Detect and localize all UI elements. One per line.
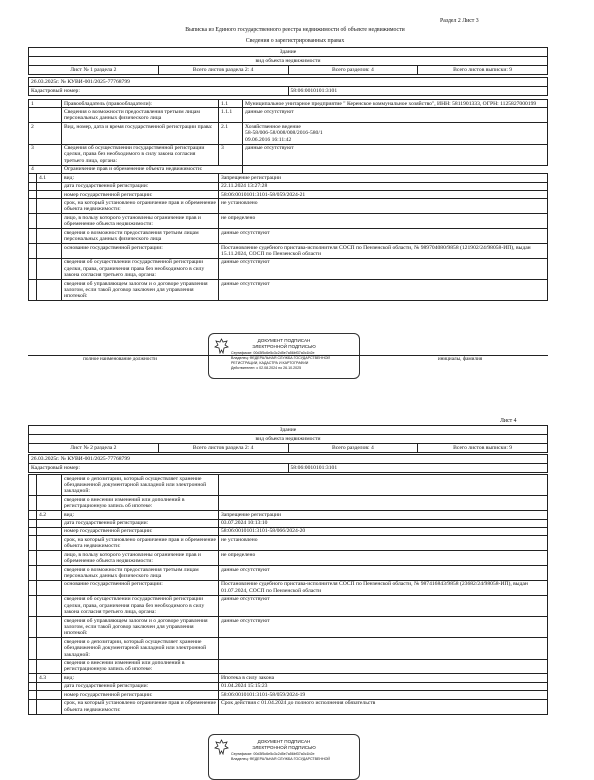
encumbrance-row	[29, 244, 548, 259]
row-subnumber: 3	[219, 144, 243, 165]
encumbrance-label: номер государственной регистрации:	[62, 191, 219, 199]
row-number	[29, 108, 62, 123]
stamp-certificate: Сертификат: 00d3f5c6e5c3c2d5e7a56bf37a0c1b2e	[231, 752, 315, 756]
spacer-cell	[29, 617, 37, 638]
encumbrance-row	[29, 595, 548, 616]
encumbrance-row	[29, 511, 548, 519]
encumbrance-row	[29, 674, 548, 682]
rights-row	[29, 144, 548, 165]
spacer-cell	[29, 580, 37, 595]
header-table	[28, 425, 548, 453]
encumbrance-row	[29, 280, 548, 301]
spacer-cell	[29, 244, 37, 259]
rights-row	[29, 100, 548, 108]
encumbrance-label: срок, на который установлено ограничение прав и обременение объекта недвижимости:	[62, 536, 219, 551]
document-title: Выписка из Единого государственного реестра недвижимости об объекте недвижимости	[185, 27, 405, 33]
encumbrance-row	[29, 691, 548, 699]
spacer-cell	[29, 638, 37, 659]
page-sheet-4	[0, 390, 594, 767]
encumbrance-value: данные отсутствуют	[219, 280, 548, 301]
encumbrance-row	[29, 527, 548, 535]
object-type-label: вид объекта недвижимости	[29, 435, 548, 444]
encumbrance-number	[37, 659, 62, 674]
spacer-cell	[29, 527, 37, 535]
encumbrance-number	[37, 527, 62, 535]
row-label: Ограничение прав и обременение объекта недвижимости:	[62, 165, 243, 173]
row-label: Правообладатель (правообладатели):	[62, 100, 219, 108]
encumbrance-label: сведения об управляющем залогом и о договоре управления залогом, если такой договор заключен для управления ипотекой:	[62, 280, 219, 301]
spacer-cell	[29, 229, 37, 244]
rights-row	[29, 165, 548, 173]
encumbrance-row	[29, 174, 548, 182]
rights-table	[28, 99, 548, 301]
stamp-line-2: ЭЛЕКТРОННОЙ ПОДПИСЬЮ	[252, 344, 316, 349]
encumbrance-number	[37, 580, 62, 595]
encumbrance-number	[37, 536, 62, 551]
spacer-cell	[29, 496, 37, 511]
encumbrance-value: Запрещение регистрации	[219, 511, 548, 519]
cadastral-number-label: Кадастровый номер:	[29, 87, 289, 96]
encumbrance-number	[37, 617, 62, 638]
total-sheets-section: Всего листов раздела 2: 4	[158, 444, 288, 453]
spacer-cell	[29, 674, 37, 682]
spacer-cell	[29, 511, 37, 519]
signature-name-caption: инициалы, фамилия	[437, 356, 483, 362]
encumbrance-label: сведения о депозитарии, который осуществляет хранение обездвиженной документарной закладной или электронной закладной:	[62, 475, 219, 496]
encumbrance-value	[219, 638, 548, 659]
object-type-label: вид объекта недвижимости	[29, 57, 548, 66]
total-sections: Всего разделов: 4	[288, 66, 418, 75]
spacer-cell	[29, 475, 37, 496]
spacer-cell	[29, 691, 37, 699]
encumbrance-row	[29, 519, 548, 527]
encumbrance-value: данные отсутствуют	[219, 229, 548, 244]
row-subnumber: 1.1.1	[219, 108, 243, 123]
spacer-cell	[29, 699, 37, 714]
encumbrance-value: Постановление судебного пристава-исполнителя СОСП по Пензенской области, № 987416843/9858 (23682/24/98058-ИП), выдан 01.07.2024, СОСП по Пензенской области	[219, 580, 548, 595]
encumbrance-value: Запрещение регистрации	[219, 174, 548, 182]
encumbrance-value	[219, 475, 548, 496]
encumbrance-row	[29, 617, 548, 638]
object-type: Здание	[29, 426, 548, 435]
encumbrance-row	[29, 475, 548, 496]
stamp-line-2: ЭЛЕКТРОННОЙ ПОДПИСЬЮ	[252, 745, 316, 750]
spacer-cell	[29, 566, 37, 581]
encumbrance-row	[29, 566, 548, 581]
extract-date-number: 26.03.2025г. № КУВИ-001/2025-77768799	[29, 455, 548, 464]
encumbrance-value: данные отсутствуют	[219, 258, 548, 279]
encumbrance-label: основание государственной регистрации:	[62, 580, 219, 595]
encumbrance-row	[29, 258, 548, 279]
encumbrance-value: данные отсутствуют	[219, 617, 548, 638]
encumbrance-number	[37, 682, 62, 690]
encumbrance-number	[37, 199, 62, 214]
encumbrance-value	[219, 659, 548, 674]
e-signature-stamp	[208, 734, 360, 780]
encumbrance-number	[37, 475, 62, 496]
spacer-cell	[29, 682, 37, 690]
encumbrance-value: 22.11.2024 13:27:28	[219, 182, 548, 190]
encumbrance-label: вид:	[62, 174, 219, 182]
encumbrance-value: 03.07.2024 10:13:10	[219, 519, 548, 527]
cadastral-number-label: Кадастровый номер:	[29, 464, 289, 473]
spacer-cell	[29, 551, 37, 566]
spacer-cell	[29, 182, 37, 190]
page-number: Раздел 2 Лист 3	[440, 18, 479, 24]
encumbrance-row	[29, 682, 548, 690]
row-label: Вид, номер, дата и время государственной регистрации права:	[62, 123, 219, 144]
encumbrance-number	[37, 182, 62, 190]
encumbrance-row	[29, 191, 548, 199]
spacer-cell	[29, 258, 37, 279]
stamp-owner: Владелец: ФЕДЕРАЛЬНАЯ СЛУЖБА ГОСУДАРСТВЕННОЙ	[231, 356, 330, 360]
spacer-cell	[29, 659, 37, 674]
encumbrance-label: сведения об управляющем залогом и о договоре управления залогом, если такой договор заключен для управления ипотекой:	[62, 617, 219, 638]
encumbrance-label: дата государственной регистрации:	[62, 682, 219, 690]
encumbrance-number	[37, 595, 62, 616]
encumbrance-value: Постановление судебного пристава-исполнителя СОСП по Пензенской области, № 989704080/9858 (121902/24/98058-ИП), выдан 15.11.2024, СОСП по Пензенской области	[219, 244, 548, 259]
encumbrance-value: данные отсутствуют	[219, 595, 548, 616]
encumbrance-row	[29, 699, 548, 714]
total-sections: Всего разделов: 4	[288, 444, 418, 453]
encumbrance-number	[37, 258, 62, 279]
row-value: данные отсутствуют	[243, 144, 548, 165]
encumbrance-number: 4.3	[37, 674, 62, 682]
encumbrance-value: не определено	[219, 551, 548, 566]
encumbrance-label: сведения об осуществлении государственной регистрации сделки, права, ограничения права без необходимого в силу закона согласия третьего лица, органа:	[62, 258, 219, 279]
row-subnumber: 1.1	[219, 100, 243, 108]
sheet-number: Лист № 2 раздела 2	[29, 444, 159, 453]
encumbrance-row	[29, 536, 548, 551]
spacer-cell	[29, 519, 37, 527]
encumbrance-row	[29, 659, 548, 674]
encumbrance-value: Ипотека в силу закона	[219, 674, 548, 682]
row-number: 4	[29, 165, 62, 173]
cadastral-number-value: 58:06:0010101:3101	[288, 464, 548, 473]
row-number: 3	[29, 144, 62, 165]
encumbrance-row	[29, 199, 548, 214]
spacer-cell	[29, 191, 37, 199]
rights-row	[29, 108, 548, 123]
encumbrance-number	[37, 191, 62, 199]
stamp-owner-cont: РЕГИСТРАЦИИ, КАДАСТРА И КАРТОГРАФИИ	[231, 361, 309, 365]
encumbrance-table	[28, 474, 548, 715]
encumbrance-value: 58:06:0010101:3101-58/059/2024-21	[219, 191, 548, 199]
encumbrance-label: вид:	[62, 511, 219, 519]
encumbrance-label: лицо, в пользу которого установлены ограничение прав и обременение объекта недвижимости:	[62, 214, 219, 229]
row-value: данные отсутствуют	[243, 108, 548, 123]
encumbrance-row	[29, 182, 548, 190]
encumbrance-number: 4.2	[37, 511, 62, 519]
encumbrance-value: данные отсутствуют	[219, 566, 548, 581]
encumbrance-value: Срок действия с 01.04.2024 до полного исполнения обязательств	[219, 699, 548, 714]
encumbrance-label: сведения о депозитарии, который осуществляет хранение обездвиженной документарной закладной или электронной закладной:	[62, 638, 219, 659]
encumbrance-row	[29, 551, 548, 566]
total-sheets-section: Всего листов раздела 2: 4	[158, 66, 288, 75]
page-number: Лист 4	[500, 418, 517, 424]
encumbrance-number	[37, 638, 62, 659]
spacer-cell	[29, 280, 37, 301]
spacer-cell	[29, 214, 37, 229]
spacer-cell	[29, 174, 37, 182]
signature-position-caption: полное наименование должности	[83, 356, 157, 362]
encumbrance-value: 01.04.2024 15:15:23	[219, 682, 548, 690]
document-subtitle: Сведения о зарегистрированных правах	[245, 38, 345, 44]
encumbrance-label: сведения о возможности предоставления третьим лицам персональных данных физического лица	[62, 566, 219, 581]
row-value: Муниципальное унитарное предприятие " Керенское коммунальное хозяйство", ИНН: 5811901333, ОГРН: 1125827000199	[243, 100, 548, 108]
cadastral-table	[28, 77, 548, 96]
encumbrance-value: не установлено	[219, 536, 548, 551]
stamp-owner: Владелец: ФЕДЕРАЛЬНАЯ СЛУЖБА ГОСУДАРСТВЕННОЙ	[231, 757, 330, 761]
header-table	[28, 47, 548, 75]
row-subnumber: 2.1	[219, 123, 243, 144]
encumbrance-number: 4.1	[37, 174, 62, 182]
encumbrance-row	[29, 214, 548, 229]
encumbrance-number	[37, 691, 62, 699]
encumbrance-number	[37, 519, 62, 527]
stamp-line-1: ДОКУМЕНТ ПОДПИСАН	[257, 338, 311, 343]
stamp-certificate: Сертификат: 00d3f5c6e5c3c2d5e7a56bf37a0c1b2e	[231, 351, 315, 355]
encumbrance-value: не установлено	[219, 199, 548, 214]
row-label: Сведения о возможности предоставления третьим лицам персональных данных физического лица	[62, 108, 219, 123]
encumbrance-label: сведения о возможности предоставления третьим лицам персональных данных физического лица	[62, 229, 219, 244]
encumbrance-label: номер государственной регистрации:	[62, 691, 219, 699]
encumbrance-number	[37, 229, 62, 244]
row-number: 2	[29, 123, 62, 144]
encumbrance-number	[37, 551, 62, 566]
encumbrance-row	[29, 229, 548, 244]
encumbrance-value: 58:06:0010101:3101-58/066/2024-20	[219, 527, 548, 535]
encumbrance-label: срок, на который установлено ограничение прав и обременение объекта недвижимости:	[62, 199, 219, 214]
encumbrance-number	[37, 280, 62, 301]
total-sheets: Всего листов выписки: 9	[418, 444, 548, 453]
encumbrance-label: лицо, в пользу которого установлены ограничение прав и обременение объекта недвижимости:	[62, 551, 219, 566]
cadastral-table	[28, 454, 548, 473]
encumbrance-label: сведения о внесении изменений или дополнений в регистрационную запись об ипотеке:	[62, 496, 219, 511]
rights-row	[29, 123, 548, 144]
encumbrance-row	[29, 580, 548, 595]
e-signature-stamp	[208, 333, 360, 379]
object-type: Здание	[29, 48, 548, 57]
encumbrance-value	[219, 496, 548, 511]
page-sheet-3	[0, 0, 594, 385]
extract-date-number: 26.03.2025г. № КУВИ-001/2025-77768799	[29, 78, 548, 87]
row-value: Хозяйственное ведение 58-58/006-58/008/008/2016-580/1 09.06.2016 16:11:42	[243, 123, 548, 144]
stamp-validity: Действителен: с 02.08.2024 по 26.10.2025	[231, 366, 302, 370]
encumbrance-label: дата государственной регистрации:	[62, 519, 219, 527]
encumbrance-number	[37, 244, 62, 259]
encumbrance-label: вид:	[62, 674, 219, 682]
encumbrance-row	[29, 496, 548, 511]
encumbrance-value: 58:06:0010101:3101-58/059/2024-19	[219, 691, 548, 699]
encumbrance-label: номер государственной регистрации:	[62, 527, 219, 535]
encumbrance-number	[37, 699, 62, 714]
encumbrance-label: сведения об осуществлении государственной регистрации сделки, права, ограничения права без необходимого в силу закона согласия третьего лица, органа:	[62, 595, 219, 616]
encumbrance-number	[37, 566, 62, 581]
spacer-cell	[29, 536, 37, 551]
row-label: Сведения об осуществлении государственной регистрации сделки, права без необходимого в силу закона согласия третьего лица, органа:	[62, 144, 219, 165]
spacer-cell	[29, 595, 37, 616]
encumbrance-label: основание государственной регистрации:	[62, 244, 219, 259]
encumbrance-label: дата государственной регистрации:	[62, 182, 219, 190]
encumbrance-label: срок, на который установлено ограничение прав и обременение объекта недвижимости:	[62, 699, 219, 714]
stamp-line-1: ДОКУМЕНТ ПОДПИСАН	[257, 739, 311, 744]
encumbrance-row	[29, 638, 548, 659]
encumbrance-value: не определено	[219, 214, 548, 229]
encumbrance-label: сведения о внесении изменений или дополнений в регистрационную запись об ипотеке:	[62, 659, 219, 674]
row-number: 1	[29, 100, 62, 108]
sheet-number: Лист № 1 раздела 2	[29, 66, 159, 75]
total-sheets: Всего листов выписки: 9	[418, 66, 548, 75]
encumbrance-number	[37, 496, 62, 511]
cadastral-number-value: 58:06:0010101:3101	[288, 87, 548, 96]
encumbrance-number	[37, 214, 62, 229]
spacer-cell	[29, 199, 37, 214]
